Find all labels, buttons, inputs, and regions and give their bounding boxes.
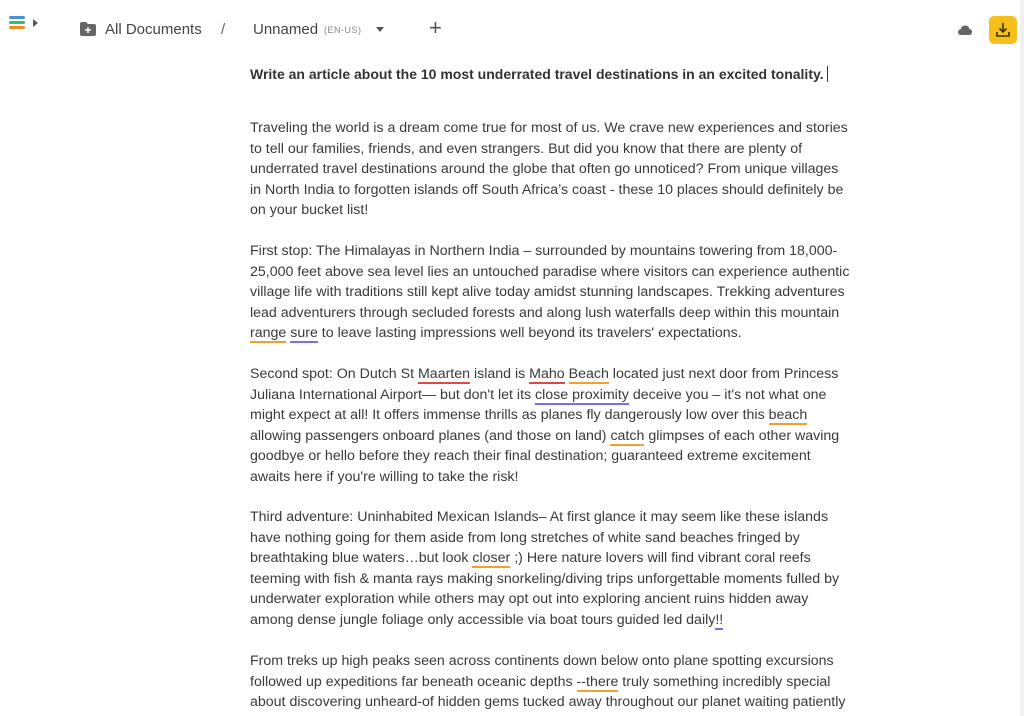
spelling-suggestion[interactable]: Maarten: [417, 366, 471, 382]
text-run: allowing passengers onboard planes (and those on land): [250, 427, 611, 444]
chevron-down-icon[interactable]: [376, 27, 384, 32]
style-suggestion[interactable]: catch: [610, 427, 645, 444]
style-suggestion[interactable]: closer: [472, 550, 511, 566]
scrollbar[interactable]: [1020, 0, 1024, 716]
folder-icon[interactable]: [80, 22, 96, 36]
prompt-content: Write an article about the 10 most underrated travel destinations in an excited tonality.: [250, 66, 824, 82]
app-menu-button[interactable]: [9, 16, 41, 36]
download-icon: [995, 22, 1011, 38]
paragraph-1: Traveling the world is a dream come true for most of us. We crave new experiences and stories to tell our families, friends, and even strangers. But did you know that there are plenty of underrated travel destinations around the globe that often go unnoticed? From unique villages in North India to forgotten islands off South Africa’s coast - these 10 places should definitely be on your bucket list!: [250, 120, 848, 218]
text-run: located just next door from Princess Juliana International Airport— but don't let its: [250, 366, 839, 403]
document-editor[interactable]: [250, 64, 850, 710]
text-run: truly something incredibly special about discovering unheard-of hidden gems tucked away throughout our planet waiting patiently: [250, 673, 846, 710]
cloud-icon[interactable]: [958, 25, 972, 35]
spelling-suggestion[interactable]: Maho: [529, 366, 565, 382]
text-run: Third adventure: Uninhabited Mexican Islands– At first glance it may seem like these islands have nothing going for them aside from long stretches of white sand beaches fringed by breathtaking blue waters…but look: [250, 509, 829, 566]
breadcrumb-separator: /: [221, 21, 226, 38]
paragraph-5: [250, 651, 850, 713]
text-run: From treks up high peaks seen across continents down below onto plane spotting excursions followed up expeditions far beneath oceanic depths: [250, 653, 834, 690]
top-bar: [0, 0, 1024, 60]
text-run: glimpses of each other waving goodbye or hello before they reach their final destination; guaranteed extreme excitement awaits here if you're willing to take the risk!: [250, 427, 840, 485]
download-button[interactable]: [989, 16, 1017, 44]
clarity-suggestion[interactable]: close proximity: [535, 386, 629, 403]
text-run: First stop: The Himalayas in Northern India – surrounded by mountains towering from 18,000-25,000 feet above sea level lies an untouched paradise where visitors can experience authentic village life with traditions still kept alive today amidst stunning landscapes. Trekking adventures lead adventurers through secluded forests and along lush waterfalls deep within this mountain: [250, 243, 850, 321]
breadcrumb-all-documents[interactable]: All Documents: [105, 21, 202, 38]
text-run: ;) Here nature lovers will find vibrant coral reefs teeming with fish & manta rays making snorkeling/diving trips unforgettable moments fulled by underwater exploration while others may opt out into exploring ancient ruins hidden away among dense jungle foliage only accessible via boat tours guided led daily: [250, 550, 840, 628]
document-name[interactable]: Unnamed: [253, 21, 319, 38]
paragraph-2: [250, 241, 850, 344]
paragraph-3: [250, 364, 850, 487]
paragraph-4: [250, 507, 850, 630]
language-label: (EN-US): [324, 25, 362, 35]
style-suggestion[interactable]: --there: [576, 673, 619, 690]
prompt-text[interactable]: [250, 64, 850, 84]
text-cursor: [827, 66, 828, 82]
style-suggestion[interactable]: range: [250, 325, 287, 341]
clarity-suggestion[interactable]: !!: [715, 611, 724, 628]
clarity-suggestion[interactable]: sure: [290, 325, 318, 341]
expand-arrow-icon: [33, 19, 38, 27]
menu-bar-icon: [9, 16, 25, 19]
text-run: deceive you – it's not what one might expect at all! It offers immense thrills as planes fly dangerously low over this: [250, 386, 827, 423]
new-document-button[interactable]: +: [429, 15, 442, 40]
style-suggestion[interactable]: beach: [768, 407, 808, 423]
style-suggestion[interactable]: Beach: [568, 366, 609, 382]
menu-bar-icon: [9, 21, 25, 24]
menu-bar-icon: [9, 26, 25, 29]
text-run: island is: [470, 366, 530, 382]
text-run: Second spot: On Dutch St: [250, 366, 418, 382]
text-run: to leave lasting impressions well beyond its travelers' expectations.: [317, 325, 742, 341]
